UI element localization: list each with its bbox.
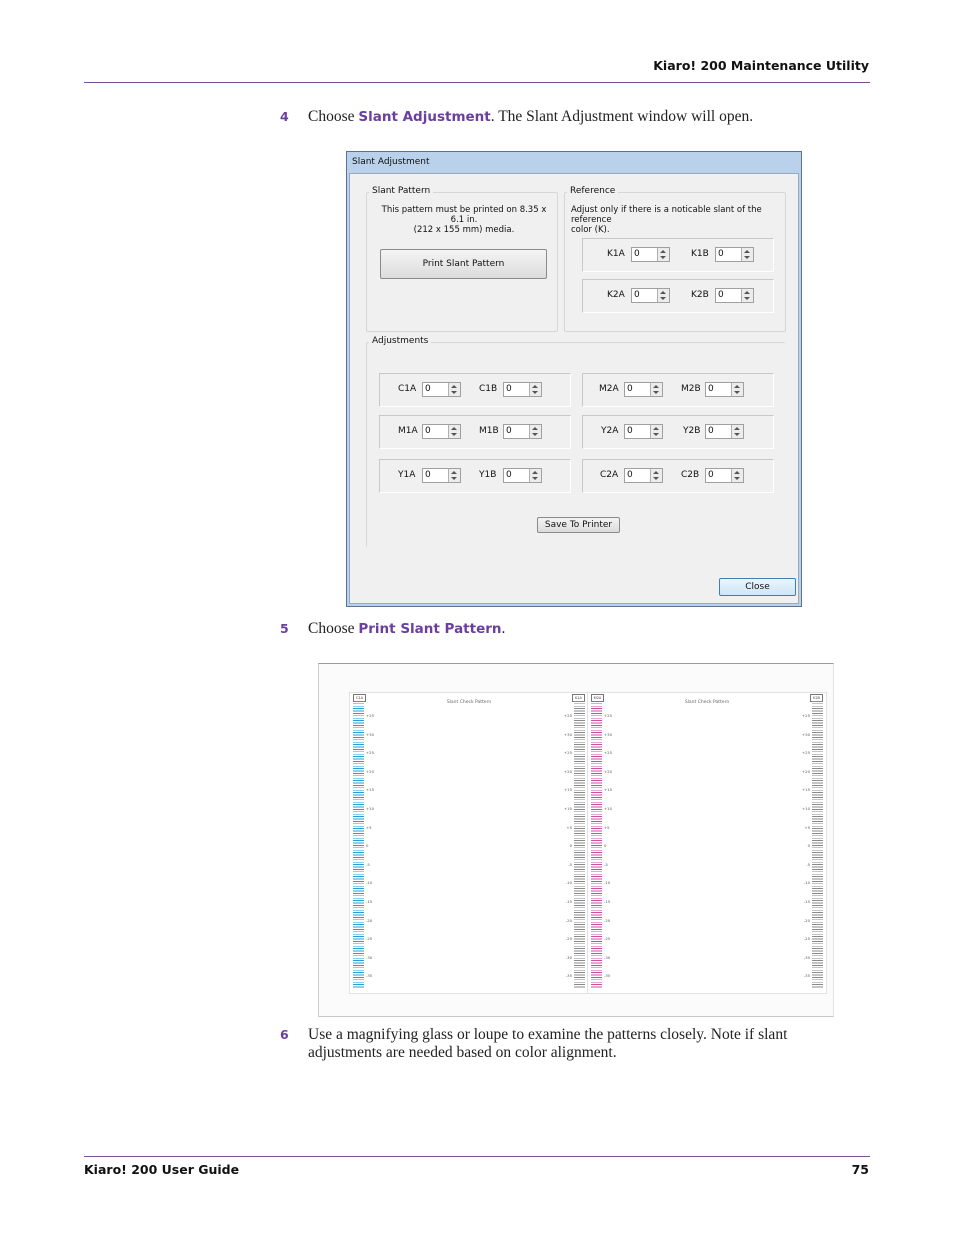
adjustments-row xyxy=(582,415,774,449)
tick-label: -25 xyxy=(803,936,810,942)
spinner-value: 0 xyxy=(425,384,431,394)
media-note-line: This pattern must be printed on 8.35 x 6.1 in. xyxy=(381,205,547,225)
tick-label: -30 xyxy=(366,954,373,960)
spinner-arrows-icon[interactable] xyxy=(529,425,541,438)
media-note-line: (212 x 155 mm) media. xyxy=(413,225,515,235)
footer-guide-title: Kiaro! 200 User Guide xyxy=(84,1162,240,1177)
reference-row xyxy=(582,279,774,313)
tick-label: -35 xyxy=(366,973,373,979)
field-label-m2a: M2A xyxy=(599,384,619,394)
field-label-c1a: C1A xyxy=(398,384,417,394)
spinner-value: 0 xyxy=(708,426,714,436)
step-text-post: . The Slant Adjustment window will open. xyxy=(490,108,754,125)
k1a-spinner[interactable] xyxy=(631,247,670,262)
adjustments-row xyxy=(582,373,774,407)
page-number: 75 xyxy=(851,1162,869,1177)
media-note xyxy=(379,205,549,235)
step-number: 4 xyxy=(280,109,289,124)
spinner-arrows-icon[interactable] xyxy=(657,289,669,302)
spinner-value: 0 xyxy=(708,470,714,480)
tick-label: +30 xyxy=(801,731,810,737)
step-text: Use a magnifying glass or loupe to examine the patterns closely. Note if slant adjustments are needed based on color alignment. xyxy=(308,1026,788,1061)
field-label-k1a: K1A xyxy=(607,249,625,259)
reference-label: Reference xyxy=(567,186,618,196)
field-label-y1b: Y1B xyxy=(479,470,497,480)
sheet-title: Slant Check Pattern xyxy=(684,700,730,705)
tick-label: -20 xyxy=(366,917,373,923)
tick-label: -30 xyxy=(604,954,611,960)
tick-label: -5 xyxy=(568,861,572,867)
tick-label: 0 xyxy=(366,843,369,849)
k1b-spinner[interactable] xyxy=(715,247,754,262)
spinner-arrows-icon[interactable] xyxy=(731,383,743,396)
pattern-sheet xyxy=(349,692,589,994)
tick-label: +15 xyxy=(563,787,572,793)
tick-label: -5 xyxy=(366,861,370,867)
field-label-k1b: K1B xyxy=(691,249,709,259)
spinner-value: 0 xyxy=(627,426,633,436)
tick-label: +10 xyxy=(801,806,810,811)
spinner-value: 0 xyxy=(627,470,633,480)
tick-label: -30 xyxy=(803,954,810,960)
spinner-arrows-icon[interactable] xyxy=(529,469,541,482)
tick-label: +20 xyxy=(604,768,613,774)
reference-group xyxy=(564,186,786,332)
tick-label: +25 xyxy=(563,713,572,718)
tick-label: +30 xyxy=(366,731,375,737)
spinner-arrows-icon[interactable] xyxy=(731,469,743,482)
tick-label: -35 xyxy=(565,973,572,979)
tick-label: +5 xyxy=(804,824,810,830)
field-label-m2b: M2B xyxy=(681,384,701,394)
c2a-spinner[interactable] xyxy=(624,468,663,483)
tick-label: +25 xyxy=(801,750,810,756)
reference-line-strip xyxy=(574,701,585,989)
tick-label: -20 xyxy=(565,917,572,923)
tick-label: -20 xyxy=(604,917,611,923)
tick-label: -15 xyxy=(366,899,373,904)
field-label-y2b: Y2B xyxy=(683,426,701,436)
reference-note-line: color (K). xyxy=(571,225,610,235)
spinner-value: 0 xyxy=(506,384,512,394)
spinner-value: 0 xyxy=(425,470,431,480)
tick-label: +10 xyxy=(366,806,375,811)
m2b-spinner[interactable] xyxy=(705,382,744,397)
spinner-arrows-icon[interactable] xyxy=(529,383,541,396)
reference-note-line: Adjust only if there is a noticable slant of the reference xyxy=(571,205,762,225)
spinner-arrows-icon[interactable] xyxy=(650,383,662,396)
spinner-value: 0 xyxy=(718,249,724,259)
c1b-spinner[interactable] xyxy=(503,382,542,397)
step-number: 6 xyxy=(280,1027,289,1042)
spinner-arrows-icon[interactable] xyxy=(741,289,753,302)
tick-label: -15 xyxy=(604,899,611,904)
spinner-arrows-icon[interactable] xyxy=(731,425,743,438)
tick-label: -5 xyxy=(806,861,810,867)
adjustments-row xyxy=(379,373,571,407)
tick-label: +15 xyxy=(366,787,375,793)
tick-label: +10 xyxy=(563,806,572,811)
y1b-spinner[interactable] xyxy=(503,468,542,483)
step-keyword: Print Slant Pattern xyxy=(358,621,502,637)
tick-label: -20 xyxy=(803,917,810,923)
spinner-value: 0 xyxy=(708,384,714,394)
tick-label: -25 xyxy=(565,936,572,942)
spinner-arrows-icon[interactable] xyxy=(657,248,669,261)
tick-label: +25 xyxy=(604,750,613,756)
field-label-c2a: C2A xyxy=(600,470,619,480)
spinner-arrows-icon[interactable] xyxy=(448,469,460,482)
reference-line-strip xyxy=(812,701,823,989)
step-text-pre: Choose xyxy=(308,108,359,125)
print-slant-pattern-button[interactable]: Print Slant Pattern xyxy=(380,249,547,279)
reference-row xyxy=(582,238,774,272)
slant-pattern-label: Slant Pattern xyxy=(369,186,433,196)
tick-label: +25 xyxy=(366,750,375,756)
sheet-left-tag: C1A xyxy=(353,694,366,702)
y2a-spinner[interactable] xyxy=(624,424,663,439)
tick-label: -15 xyxy=(803,899,810,904)
tick-label: +5 xyxy=(566,824,572,830)
spinner-arrows-icon[interactable] xyxy=(741,248,753,261)
spinner-arrows-icon[interactable] xyxy=(650,469,662,482)
m1a-spinner[interactable] xyxy=(422,424,461,439)
tick-label: -10 xyxy=(803,880,810,886)
y1a-spinner[interactable] xyxy=(422,468,461,483)
spinner-value: 0 xyxy=(718,290,724,300)
tick-label: +25 xyxy=(366,713,375,718)
save-to-printer-button[interactable]: Save To Printer xyxy=(537,517,620,533)
spinner-arrows-icon[interactable] xyxy=(448,383,460,396)
tick-label: 0 xyxy=(807,843,810,849)
slant-pattern-group xyxy=(366,186,558,332)
adjustments-label: Adjustments xyxy=(369,336,431,346)
slant-pattern-printout xyxy=(318,663,834,1017)
field-label-m1a: M1A xyxy=(398,426,418,436)
m1b-spinner[interactable] xyxy=(503,424,542,439)
tick-label: -30 xyxy=(565,954,572,960)
window-client-area xyxy=(349,173,799,604)
k2b-spinner[interactable] xyxy=(715,288,754,303)
sheet-right-tag: K1A xyxy=(572,694,585,702)
field-label-k2b: K2B xyxy=(691,290,709,300)
tick-label: -10 xyxy=(565,880,572,886)
tick-label: -35 xyxy=(803,973,810,979)
field-label-y1a: Y1A xyxy=(398,470,416,480)
spinner-arrows-icon[interactable] xyxy=(448,425,460,438)
tick-label: +10 xyxy=(604,806,613,811)
slant-adjustment-window xyxy=(346,151,802,607)
tick-label: -15 xyxy=(565,899,572,904)
header-rule xyxy=(84,82,870,83)
tick-label: +20 xyxy=(563,768,572,774)
tick-label: +30 xyxy=(604,731,613,737)
sheet-left-tag: M2A xyxy=(591,694,604,702)
color-line-strip xyxy=(591,701,602,989)
c1a-spinner[interactable] xyxy=(422,382,461,397)
tick-label: +25 xyxy=(801,713,810,718)
field-label-y2a: Y2A xyxy=(601,426,619,436)
footer-rule xyxy=(84,1156,870,1157)
adjustments-row xyxy=(582,459,774,493)
spinner-value: 0 xyxy=(634,290,640,300)
tick-label: +15 xyxy=(801,787,810,793)
spinner-value: 0 xyxy=(506,426,512,436)
tick-label: -10 xyxy=(604,880,611,886)
tick-label: -25 xyxy=(366,936,373,942)
spinner-arrows-icon[interactable] xyxy=(650,425,662,438)
step-number: 5 xyxy=(280,621,289,636)
tick-label: -25 xyxy=(604,936,611,942)
field-label-c2b: C2B xyxy=(681,470,700,480)
field-label-k2a: K2A xyxy=(607,290,625,300)
tick-label: +20 xyxy=(801,768,810,774)
spinner-value: 0 xyxy=(634,249,640,259)
step-text-pre: Choose xyxy=(308,620,359,637)
tick-label: +5 xyxy=(604,824,610,830)
sheet-title: Slant Check Pattern xyxy=(446,700,492,705)
step-text xyxy=(308,620,848,638)
k2a-spinner[interactable] xyxy=(631,288,670,303)
close-button[interactable]: Close xyxy=(719,578,796,596)
tick-label: 0 xyxy=(569,843,572,849)
spinner-value: 0 xyxy=(506,470,512,480)
window-title: Slant Adjustment xyxy=(352,157,430,167)
m2a-spinner[interactable] xyxy=(624,382,663,397)
tick-label: +25 xyxy=(604,713,613,718)
sheet-right-tag: K2B xyxy=(810,694,823,702)
tick-label: +15 xyxy=(604,787,613,793)
adjustments-group xyxy=(366,336,785,547)
pattern-sheet xyxy=(587,692,827,994)
color-line-strip xyxy=(353,701,364,989)
step-text xyxy=(308,108,848,126)
y2b-spinner[interactable] xyxy=(705,424,744,439)
adjustments-row xyxy=(379,415,571,449)
field-label-m1b: M1B xyxy=(479,426,499,436)
tick-label: +5 xyxy=(366,824,372,830)
tick-label: +20 xyxy=(366,768,375,774)
running-header: Kiaro! 200 Maintenance Utility xyxy=(653,58,869,73)
spinner-value: 0 xyxy=(627,384,633,394)
reference-note xyxy=(571,205,783,235)
adjustments-row xyxy=(379,459,571,493)
step-keyword: Slant Adjustment xyxy=(358,109,491,125)
step-text-post: . xyxy=(501,620,506,637)
tick-label: +30 xyxy=(563,731,572,737)
tick-label: 0 xyxy=(604,843,607,849)
field-label-c1b: C1B xyxy=(479,384,498,394)
tick-label: -10 xyxy=(366,880,373,886)
tick-label: +25 xyxy=(563,750,572,756)
tick-label: -35 xyxy=(604,973,611,979)
spinner-value: 0 xyxy=(425,426,431,436)
c2b-spinner[interactable] xyxy=(705,468,744,483)
tick-label: -5 xyxy=(604,861,608,867)
